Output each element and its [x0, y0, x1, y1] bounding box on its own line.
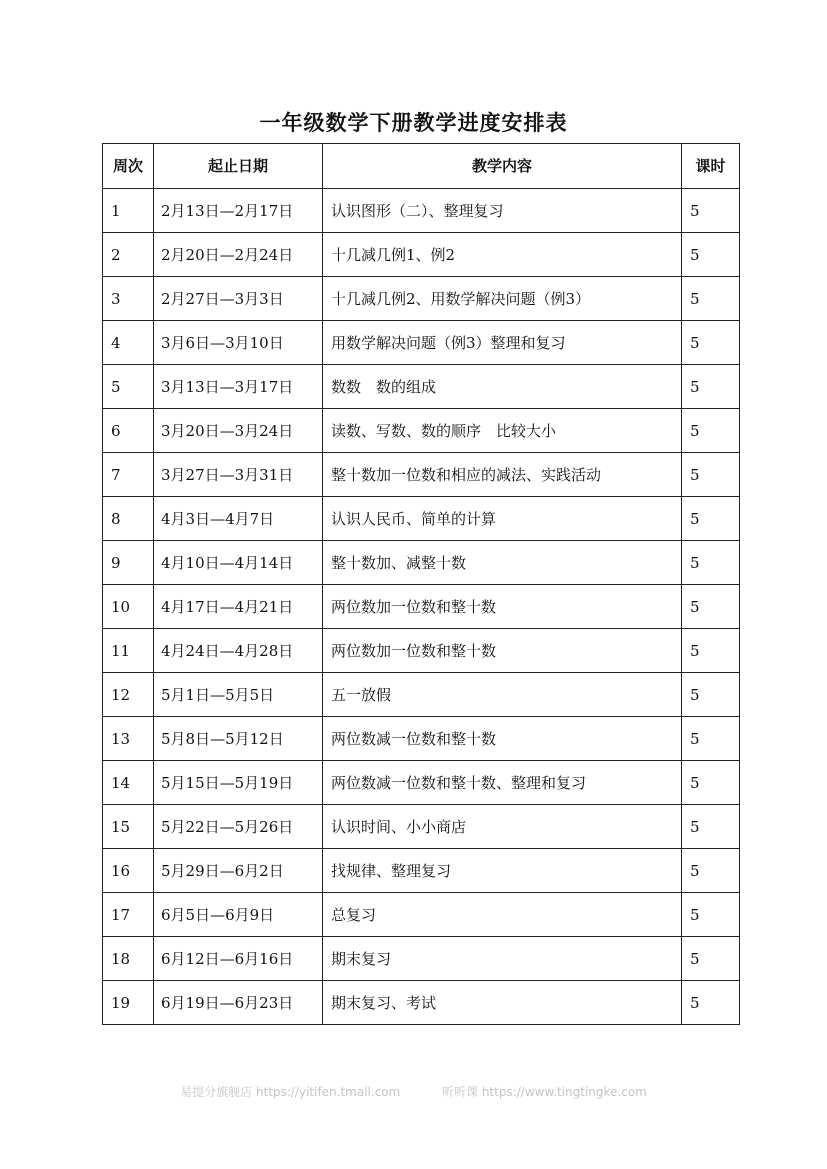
cell-content: 期末复习、考试	[323, 981, 682, 1025]
cell-dates: 6月12日—6月16日	[154, 937, 323, 981]
cell-week: 7	[103, 453, 154, 497]
cell-content: 认识时间、小小商店	[323, 805, 682, 849]
cell-hours: 5	[682, 585, 740, 629]
cell-week: 11	[103, 629, 154, 673]
table-row	[103, 849, 740, 893]
table-row	[103, 893, 740, 937]
cell-dates: 5月8日—5月12日	[154, 717, 323, 761]
cell-week: 13	[103, 717, 154, 761]
header-dates: 起止日期	[154, 144, 323, 189]
cell-dates: 2月13日—2月17日	[154, 189, 323, 233]
cell-dates: 2月27日—3月3日	[154, 277, 323, 321]
cell-content: 期末复习	[323, 937, 682, 981]
table-header-row	[103, 144, 740, 189]
footer-left-name: 易提分旗舰店	[180, 1085, 253, 1099]
cell-hours: 5	[682, 189, 740, 233]
cell-hours: 5	[682, 893, 740, 937]
cell-hours: 5	[682, 805, 740, 849]
table-row	[103, 937, 740, 981]
table-body	[103, 189, 740, 1025]
footer-left-url[interactable]: https://yitifen.tmall.com	[255, 1085, 401, 1099]
cell-content: 两位数加一位数和整十数	[323, 585, 682, 629]
cell-dates: 5月15日—5月19日	[154, 761, 323, 805]
footer-right-name: 听听课	[441, 1085, 478, 1099]
cell-content: 整十数加一位数和相应的减法、实践活动	[323, 453, 682, 497]
page-title: 一年级数学下册教学进度安排表	[259, 110, 568, 135]
cell-content: 找规律、整理复习	[323, 849, 682, 893]
cell-hours: 5	[682, 937, 740, 981]
cell-content: 用数学解决问题（例3）整理和复习	[323, 321, 682, 365]
table-row	[103, 365, 740, 409]
cell-week: 15	[103, 805, 154, 849]
table-row	[103, 233, 740, 277]
cell-week: 14	[103, 761, 154, 805]
cell-week: 16	[103, 849, 154, 893]
cell-week: 6	[103, 409, 154, 453]
cell-week: 18	[103, 937, 154, 981]
table-row	[103, 453, 740, 497]
cell-dates: 4月3日—4月7日	[154, 497, 323, 541]
table-row	[103, 277, 740, 321]
cell-hours: 5	[682, 981, 740, 1025]
table-row	[103, 761, 740, 805]
cell-week: 9	[103, 541, 154, 585]
cell-week: 12	[103, 673, 154, 717]
cell-week: 2	[103, 233, 154, 277]
cell-dates: 5月22日—5月26日	[154, 805, 323, 849]
cell-dates: 5月1日—5月5日	[154, 673, 323, 717]
table-row	[103, 981, 740, 1025]
cell-content: 整十数加、减整十数	[323, 541, 682, 585]
table-row	[103, 189, 740, 233]
cell-content: 认识人民币、简单的计算	[323, 497, 682, 541]
cell-hours: 5	[682, 541, 740, 585]
footer-watermark	[0, 1083, 827, 1100]
cell-hours: 5	[682, 321, 740, 365]
cell-content: 十几减几例2、用数学解决问题（例3）	[323, 277, 682, 321]
cell-dates: 4月17日—4月21日	[154, 585, 323, 629]
table-row	[103, 673, 740, 717]
cell-week: 3	[103, 277, 154, 321]
cell-content: 两位数加一位数和整十数	[323, 629, 682, 673]
cell-week: 4	[103, 321, 154, 365]
header-week: 周次	[103, 144, 154, 189]
cell-content: 十几减几例1、例2	[323, 233, 682, 277]
schedule-table	[102, 143, 740, 1025]
cell-hours: 5	[682, 365, 740, 409]
table-row	[103, 805, 740, 849]
table-row	[103, 585, 740, 629]
cell-week: 1	[103, 189, 154, 233]
table-row	[103, 497, 740, 541]
table-row	[103, 717, 740, 761]
cell-hours: 5	[682, 629, 740, 673]
cell-dates: 4月10日—4月14日	[154, 541, 323, 585]
cell-content: 总复习	[323, 893, 682, 937]
cell-dates: 6月19日—6月23日	[154, 981, 323, 1025]
cell-hours: 5	[682, 673, 740, 717]
cell-hours: 5	[682, 409, 740, 453]
cell-content: 数数 数的组成	[323, 365, 682, 409]
header-hours: 课时	[682, 144, 740, 189]
cell-week: 10	[103, 585, 154, 629]
table-row	[103, 541, 740, 585]
header-content: 教学内容	[323, 144, 682, 189]
table-row	[103, 629, 740, 673]
cell-dates: 3月6日—3月10日	[154, 321, 323, 365]
footer-right-url[interactable]: https://www.tingtingke.com	[481, 1085, 647, 1099]
cell-hours: 5	[682, 277, 740, 321]
cell-dates: 5月29日—6月2日	[154, 849, 323, 893]
cell-dates: 4月24日—4月28日	[154, 629, 323, 673]
cell-hours: 5	[682, 849, 740, 893]
cell-dates: 6月5日—6月9日	[154, 893, 323, 937]
cell-hours: 5	[682, 497, 740, 541]
cell-content: 两位数减一位数和整十数、整理和复习	[323, 761, 682, 805]
cell-week: 17	[103, 893, 154, 937]
cell-dates: 3月13日—3月17日	[154, 365, 323, 409]
cell-content: 读数、写数、数的顺序 比较大小	[323, 409, 682, 453]
cell-week: 5	[103, 365, 154, 409]
cell-dates: 2月20日—2月24日	[154, 233, 323, 277]
cell-content: 两位数减一位数和整十数	[323, 717, 682, 761]
table-row	[103, 321, 740, 365]
cell-content: 认识图形（二）、整理复习	[323, 189, 682, 233]
cell-dates: 3月27日—3月31日	[154, 453, 323, 497]
table-row	[103, 409, 740, 453]
cell-hours: 5	[682, 717, 740, 761]
cell-week: 8	[103, 497, 154, 541]
cell-week: 19	[103, 981, 154, 1025]
cell-hours: 5	[682, 233, 740, 277]
cell-hours: 5	[682, 761, 740, 805]
cell-content: 五一放假	[323, 673, 682, 717]
cell-hours: 5	[682, 453, 740, 497]
cell-dates: 3月20日—3月24日	[154, 409, 323, 453]
